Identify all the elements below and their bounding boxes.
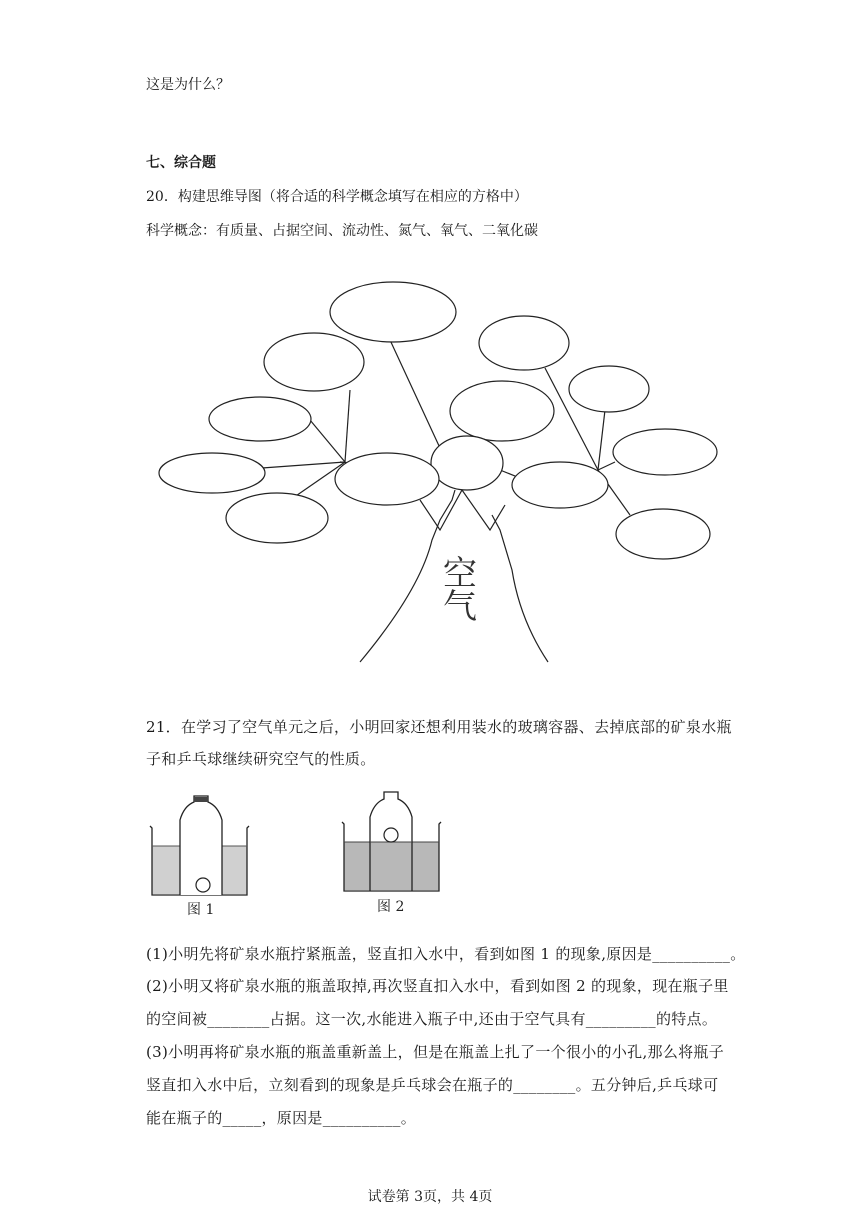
branch-right-right [598,462,615,470]
empty-node-right-cluster [512,462,608,508]
q21-part3-line3: 能在瓶子的_____，原因是__________。 [146,1109,417,1127]
trunk-left-edge [360,490,455,662]
section-title: 七、综合题 [146,155,216,171]
empty-node-left-1 [209,397,311,441]
branch-right-upright [598,410,605,470]
empty-node-left-cluster [335,453,439,505]
branch-left-up [345,390,350,462]
trunk-right-edge [492,515,548,662]
q21-part2-line2: 的空间被________占据。这一次,水能进入瓶子中,还由于空气具有_________的特点。 [146,1010,718,1028]
q21-part1: (1)小明先将矿泉水瓶拧紧瓶盖，竖直扣入水中，看到如图 1 的现象,原因是__________。 [146,945,746,963]
q21-part3-line2: 竖直扣入水中后，立刻看到的现象是乒乓球会在瓶子的________。五分钟后,乒乓球可 [146,1076,719,1094]
empty-node-center-upper [450,381,554,441]
q20-stem: 20．构建思维导图（将合适的科学概念填写在相应的方格中） [146,189,528,205]
branch-left-upleft [310,420,345,462]
empty-node-upper-left [264,333,364,391]
empty-node-left-2 [159,453,265,493]
trunk-label-1: 空 [443,554,477,594]
q21-part3-line1: (3)小明再将矿泉水瓶的瓶盖重新盖上，但是在瓶盖上扎了一个很小的小孔,那么将瓶子 [146,1043,725,1061]
prev-question-tail: 这是为什么？ [146,77,230,93]
trunk-fork [420,490,505,530]
fig1-caption: 图 1 [187,902,215,918]
q20-concepts: 科学概念：有质量、占据空间、流动性、氮气、氧气、二氧化碳 [146,223,538,239]
empty-node-upper-right [479,316,569,370]
page-footer: 试卷第 3页，共 4页 [367,1189,493,1205]
empty-node-right-3 [616,509,710,559]
ping-pong-ball-floating [384,828,398,842]
bottle-cap [194,797,208,802]
empty-node-left-3 [226,493,328,543]
empty-node-top [330,282,456,342]
q21-stem-line1: 21．在学习了空气单元之后，小明回家还想利用装水的玻璃容器、去掉底部的矿泉水瓶 [146,718,732,736]
branch-center-top [390,340,440,448]
branch-left-left [262,462,345,468]
trunk-label-2: 气 [443,587,477,627]
empty-node-right-2 [613,429,717,475]
q21-stem-line2: 子和乒乓球继续研究空气的性质。 [146,750,376,768]
figure-2-uncapped-bottle [342,792,441,891]
empty-node-right-1 [569,366,649,412]
empty-node-center [431,436,503,490]
figure-1-capped-bottle [150,796,249,895]
q21-part2-line1: (2)小明又将矿泉水瓶的瓶盖取掉,再次竖直扣入水中，看到如图 2 的现象，现在瓶子里 [146,977,729,995]
ping-pong-ball [196,878,210,892]
fig2-caption: 图 2 [377,899,405,915]
